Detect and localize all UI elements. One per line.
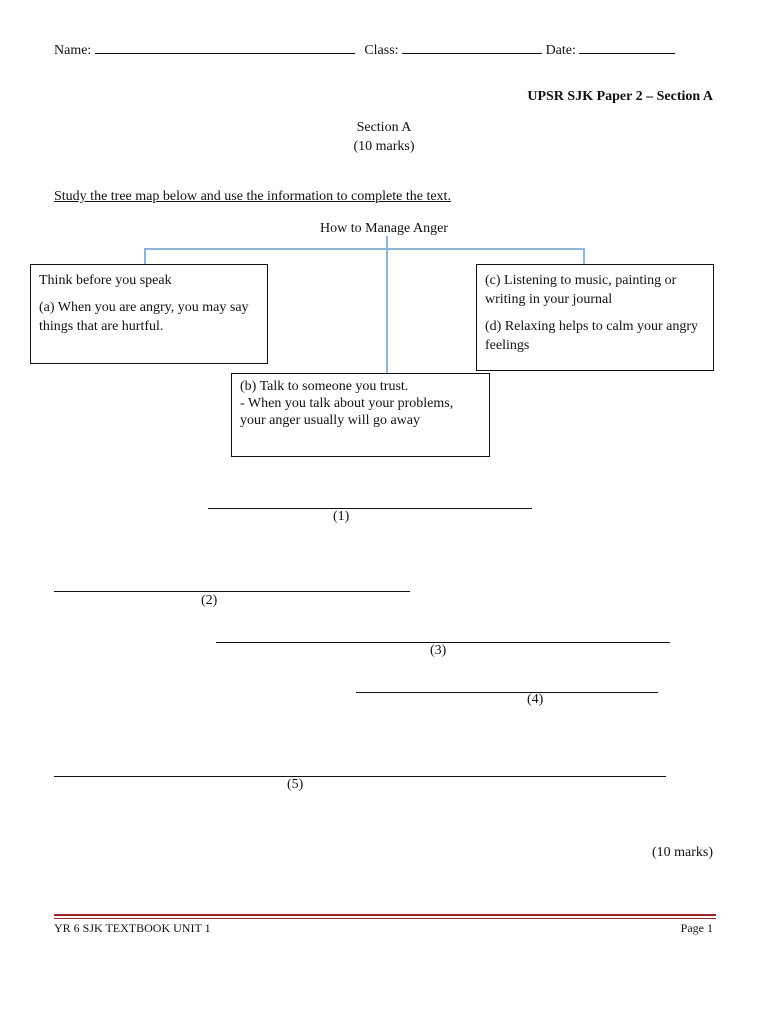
blank-5[interactable]: [54, 776, 666, 777]
footer-left: YR 6 SJK TEXTBOOK UNIT 1: [54, 921, 211, 935]
class-blank[interactable]: [402, 53, 542, 54]
blank-number-4: (4): [527, 692, 544, 707]
box-left-heading: Think before you speak: [39, 273, 172, 288]
footer-right: Page 1: [680, 921, 713, 935]
paper-title: UPSR SJK Paper 2 – Section A: [527, 89, 713, 104]
connector-left-drop: [144, 248, 146, 265]
header-line: [54, 43, 675, 59]
tree-box-middle: [231, 373, 490, 457]
total-marks: (10 marks): [651, 845, 713, 860]
tree-box-left: [30, 264, 268, 364]
blank-number-5: (5): [287, 777, 304, 792]
blank-1[interactable]: [208, 508, 532, 509]
connector-right-drop: [583, 248, 585, 265]
blank-number-2: (2): [201, 593, 218, 608]
blank-number-1: (1): [333, 509, 350, 524]
instruction: Study the tree map below and use the information to complete the text.: [54, 189, 451, 204]
tree-root-label: How to Manage Anger: [320, 221, 448, 236]
connector-bar: [144, 248, 584, 250]
connector-trunk: [386, 236, 388, 374]
blank-2[interactable]: [54, 591, 410, 592]
box-middle-line2: - When you talk about your problems, your anger usually will go away: [240, 396, 454, 428]
footer-rule-thick: [54, 914, 716, 916]
box-left-point-a: (a) When you are angry, you may say things that are hurtful.: [39, 300, 249, 334]
footer-rule-thin: [54, 918, 716, 919]
box-right-point-d: (d) Relaxing helps to calm your angry feelings: [485, 319, 699, 353]
blank-4[interactable]: [356, 692, 658, 693]
blank-number-3: (3): [430, 643, 447, 658]
box-right-point-c: (c) Listening to music, painting or writing in your journal: [485, 273, 677, 307]
box-middle-line1: (b) Talk to someone you trust.: [240, 379, 409, 394]
section-title: Section A: [356, 120, 412, 135]
section-marks: (10 marks): [353, 139, 415, 154]
date-blank[interactable]: [579, 53, 675, 54]
name-blank[interactable]: [95, 53, 355, 54]
tree-box-right: [476, 264, 714, 371]
class-label: Class:: [364, 43, 399, 58]
name-label: Name:: [54, 43, 92, 58]
date-label: Date:: [545, 43, 576, 58]
